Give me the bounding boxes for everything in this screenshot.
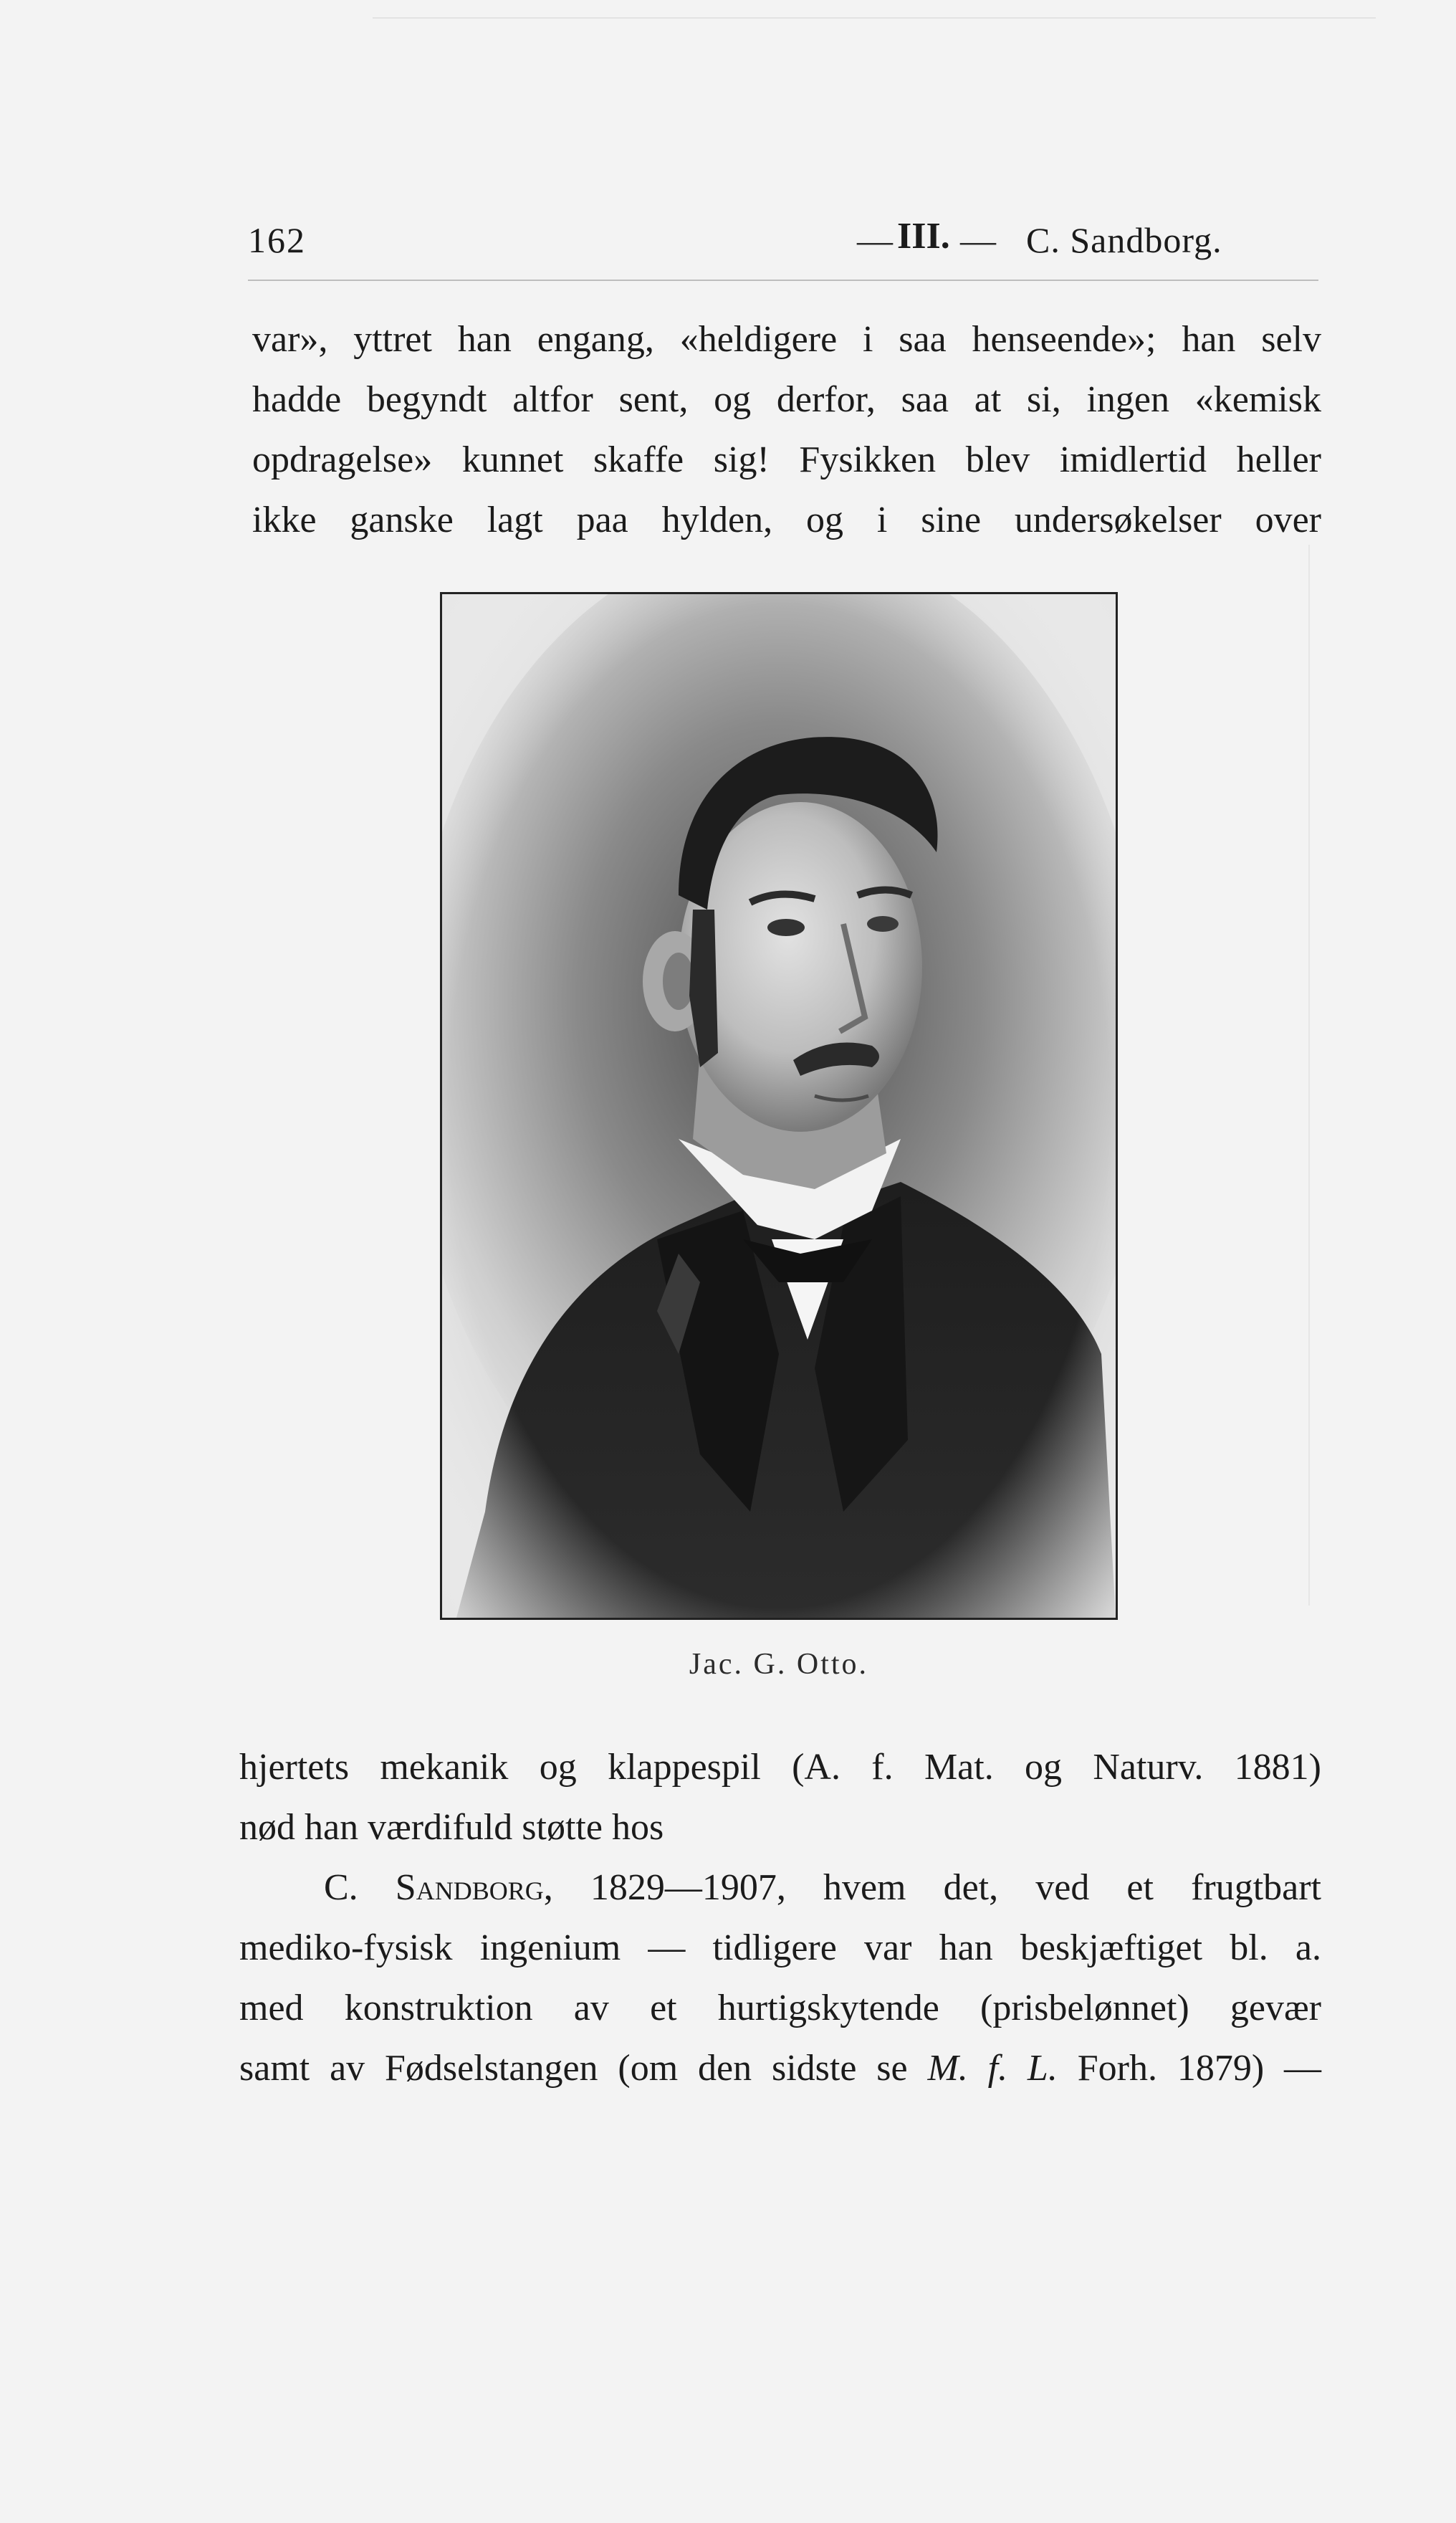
text-fragment: samt av Fødselstangen (om den sidste se (239, 2048, 928, 2089)
running-head-title: C. Sandborg. (1026, 220, 1222, 260)
text-line (239, 2038, 1321, 2099)
paragraph-top (252, 310, 1321, 550)
scan-edge-right (1308, 545, 1310, 1606)
portrait-caption: Jac. G. Otto. (689, 1648, 869, 1681)
text-line: nød han værdifuld støtte hos (239, 1807, 664, 1848)
text-line: mediko-fysisk ingenium — tidligere var han beskjæftiget bl. a. (239, 1927, 1321, 1968)
header-rule (248, 280, 1318, 281)
text-line: opdragelse» kunnet skaffe sig! Fysikken blev imidlertid heller (252, 439, 1321, 480)
portrait-plate (440, 592, 1118, 1620)
running-head-dash-left: — (857, 220, 893, 260)
page-number: 162 (248, 220, 306, 260)
text-fragment: 1829—1907, hvem det, ved et frugtbart (552, 1867, 1321, 1908)
text-line: var», yttret han engang, «heldigere i saa henseende»; han selv (252, 319, 1321, 360)
paragraph-bottom (239, 1737, 1321, 2099)
text-line: hjertets mekanik og klappespil (A. f. Mat. og Naturv. 1881) (239, 1747, 1321, 1788)
text-fragment: Forh. 1879) — (1057, 2048, 1321, 2089)
text-line: hadde begyndt altfor sent, og derfor, saa at si, ingen «kemisk (252, 379, 1321, 420)
text-line: ikke ganske lagt paa hylden, og i sine undersøkelser over (252, 500, 1321, 540)
person-name: C. Sandborg, (324, 1867, 553, 1908)
scan-edge-top (373, 17, 1376, 19)
journal-abbreviation: M. f. L. (927, 2048, 1058, 2089)
running-head (248, 215, 1323, 272)
text-line (239, 1858, 1321, 1918)
running-head-dash-right: — (960, 220, 996, 260)
text-line: med konstruktion av et hurtigskytende (prisbelønnet) gevær (239, 1988, 1321, 2028)
portrait-photo (442, 594, 1116, 1618)
part-number: III. (897, 216, 950, 257)
